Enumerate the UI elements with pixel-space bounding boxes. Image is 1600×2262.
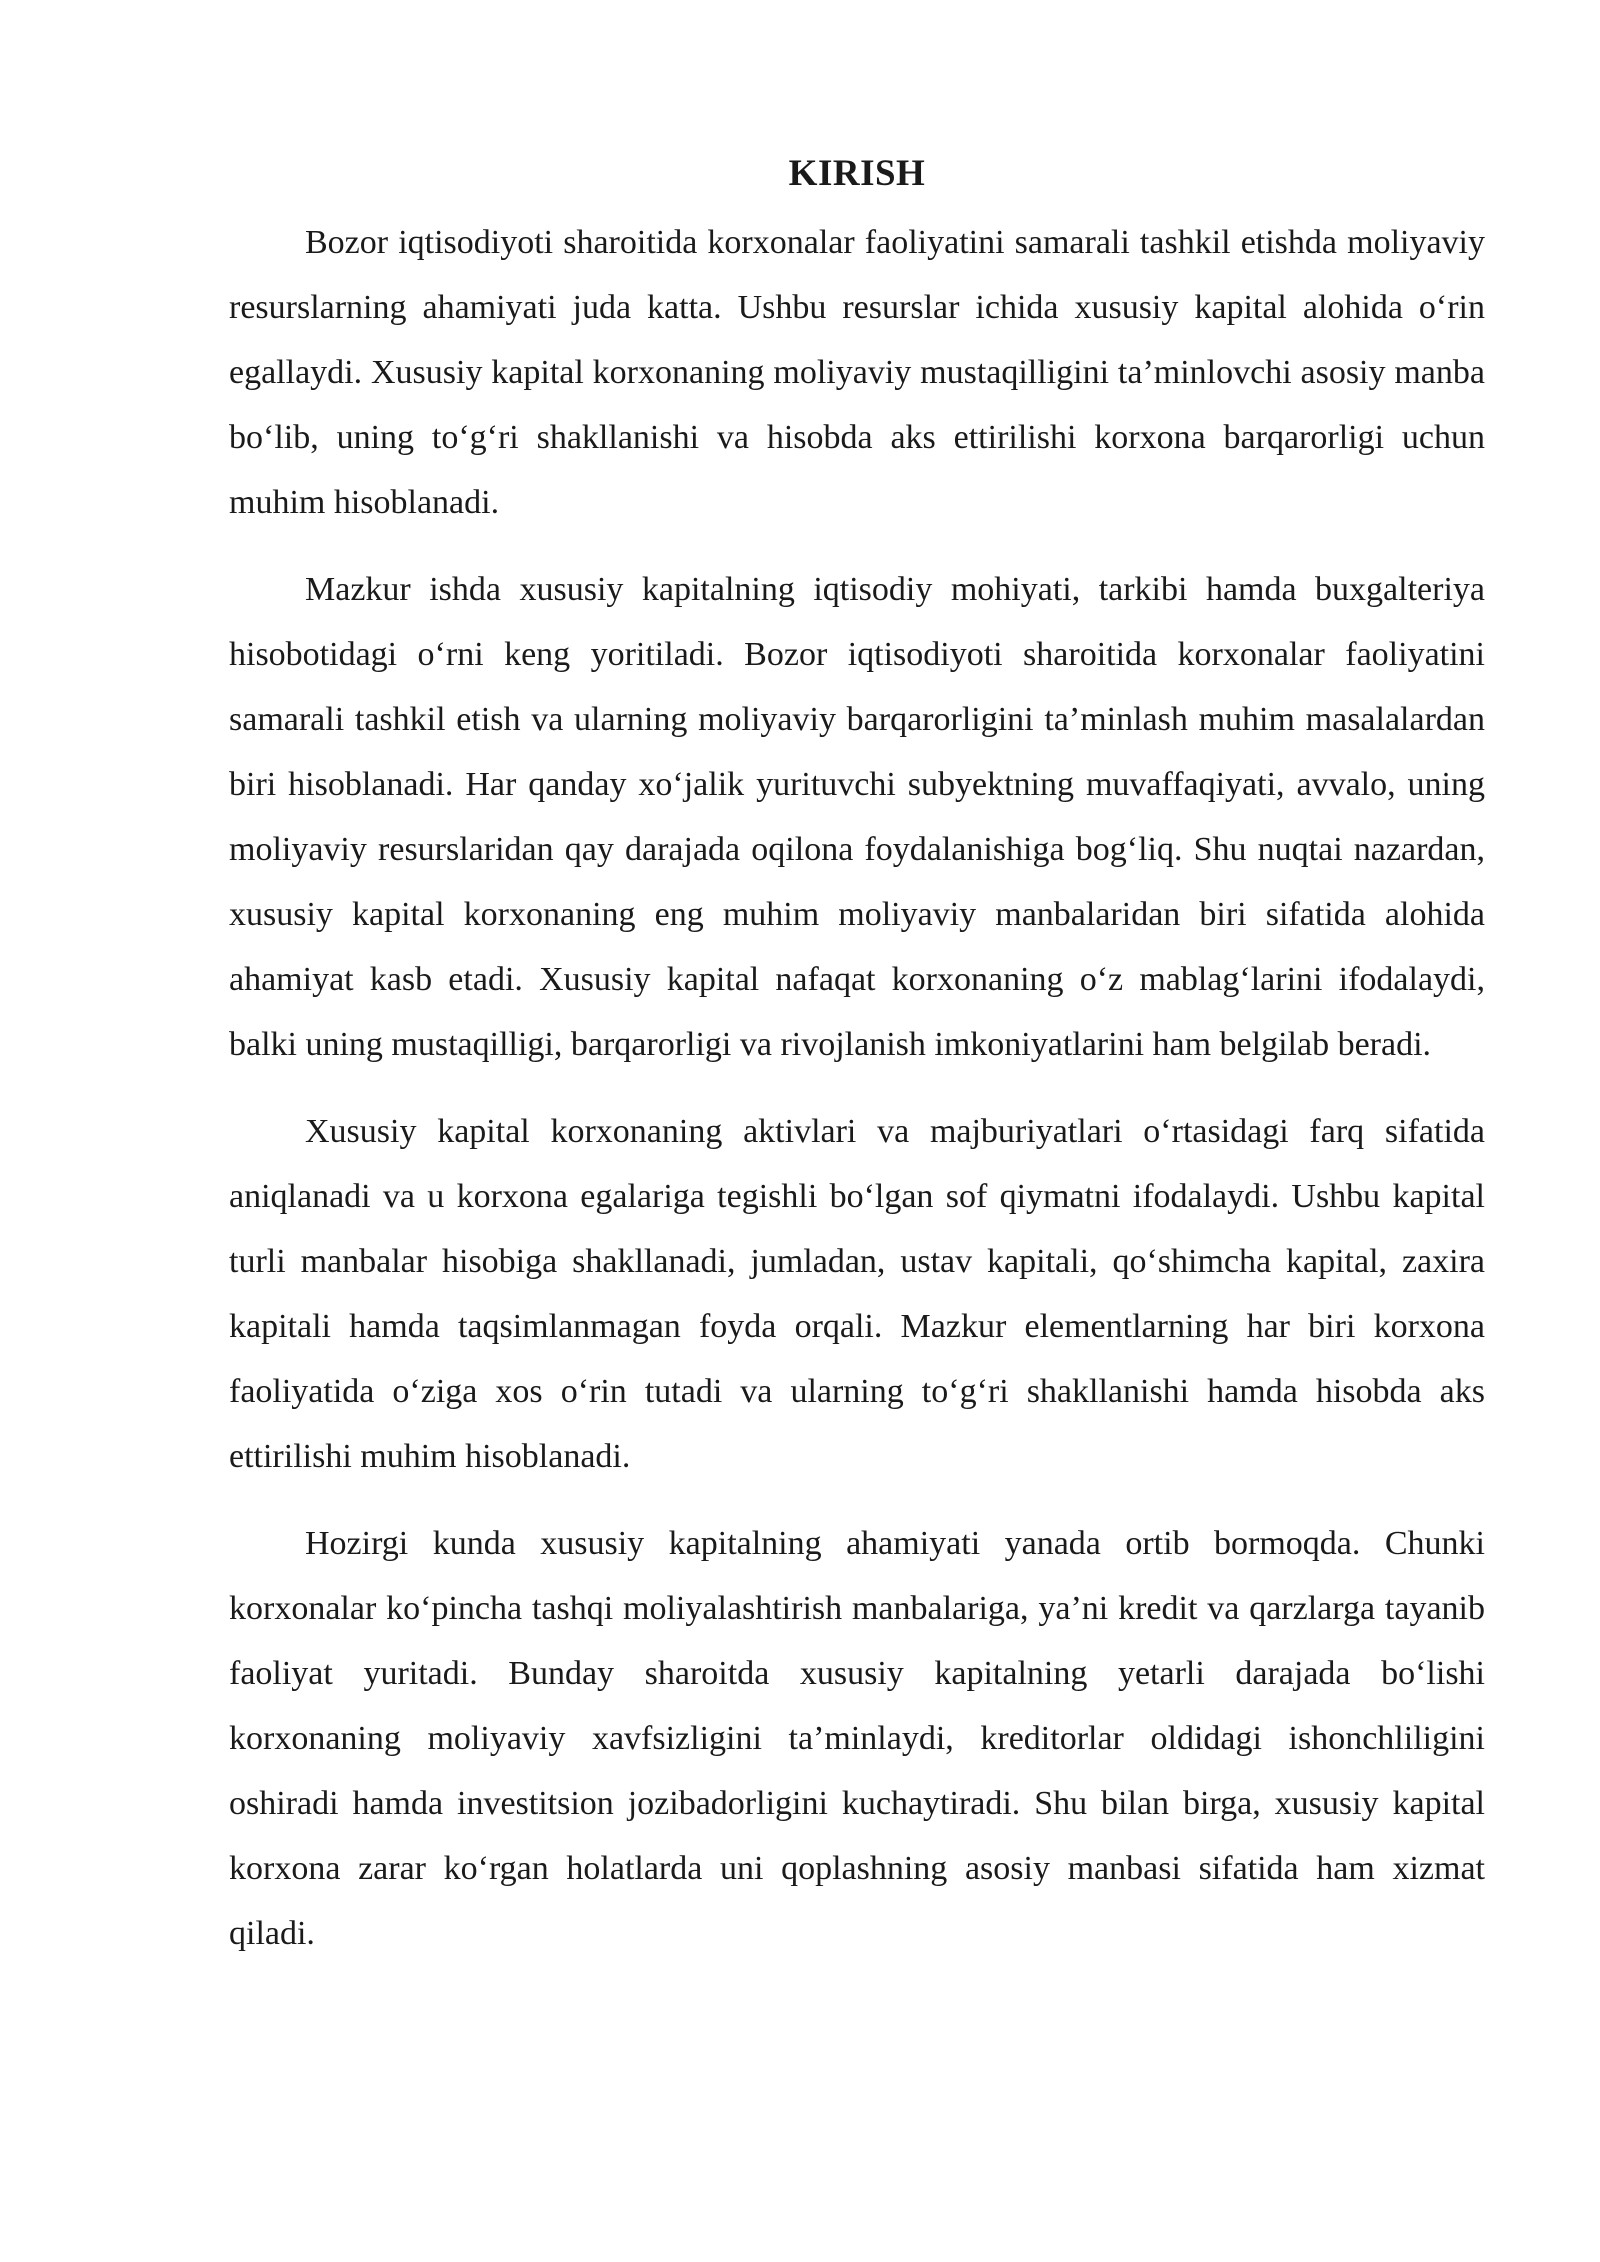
paragraph-1: Bozor iqtisodiyoti sharoitida korxonalar faoliyatini samarali tashkil etishda moliyaviy resurslarning ahamiyati juda katta. Ushbu resurslar ichida xususiy kapital alohida o‘rin egallaydi. Xususiy kapital korxonaning moliyaviy mustaqilligini ta’minlovchi asosiy manba bo‘lib, uning to‘g‘ri shakllanishi va hisobda aks ettirilishi korxona barqarorligi uchun muhim hisoblanadi.: [229, 224, 1485, 521]
paragraph-3: Xususiy kapital korxonaning aktivlari va majburiyatlari o‘rtasidagi farq sifatida aniqlanadi va u korxona egalariga tegishli bo‘lgan sof qiymatni ifodalaydi. Ushbu kapital turli manbalar hisobiga shakllanadi, jumladan, ustav kapitali, qo‘shimcha kapital, zaxira kapitali hamda taqsimlanmagan foyda orqali. Mazkur elementlarning har biri korxona faoliyatida o‘ziga xos o‘rin tutadi va ularning to‘g‘ri shakllanishi hamda hisobda aks ettirilishi muhim hisoblanadi.: [229, 1113, 1485, 1475]
paragraph-4: Hozirgi kunda xususiy kapitalning ahamiyati yanada ortib bormoqda. Chunki korxonalar ko‘pincha tashqi moliyalashtirish manbalariga, ya’ni kredit va qarzlarga tayanib faoliyat yuritadi. Bunday sharoitda xususiy kapitalning yetarli darajada bo‘lishi korxonaning moliyaviy xavfsizligini ta’minlaydi, kreditorlar oldidagi ishonchliligini oshiradi hamda investitsion jozibadorligini kuchaytiradi. Shu bilan birga, xususiy kapital korxona zarar ko‘rgan holatlarda uni qoplashning asosiy manbasi sifatida ham xizmat qiladi.: [229, 1525, 1485, 1952]
document-body: [229, 148, 1485, 1988]
paragraph-2: Mazkur ishda xususiy kapitalning iqtisodiy mohiyati, tarkibi hamda buxgalteriya hisobotidagi o‘rni keng yoritiladi. Bozor iqtisodiyoti sharoitida korxonalar faoliyatini samarali tashkil etish va ularning moliyaviy barqarorligini ta’minlash muhim masalalardan biri hisoblanadi. Har qanday xo‘jalik yurituvchi subyektning muvaffaqiyati, avvalo, uning moliyaviy resurslaridan qay darajada oqilona foydalanishiga bog‘liq. Shu nuqtai nazardan, xususiy kapital korxonaning eng muhim moliyaviy manbalaridan biri sifatida alohida ahamiyat kasb etadi. Xususiy kapital nafaqat korxonaning o‘z mablag‘larini ifodalaydi, balki uning mustaqilligi, barqarorligi va rivojlanish imkoniyatlarini ham belgilab beradi.: [229, 571, 1485, 1063]
page-title: KIRISH: [788, 153, 926, 194]
